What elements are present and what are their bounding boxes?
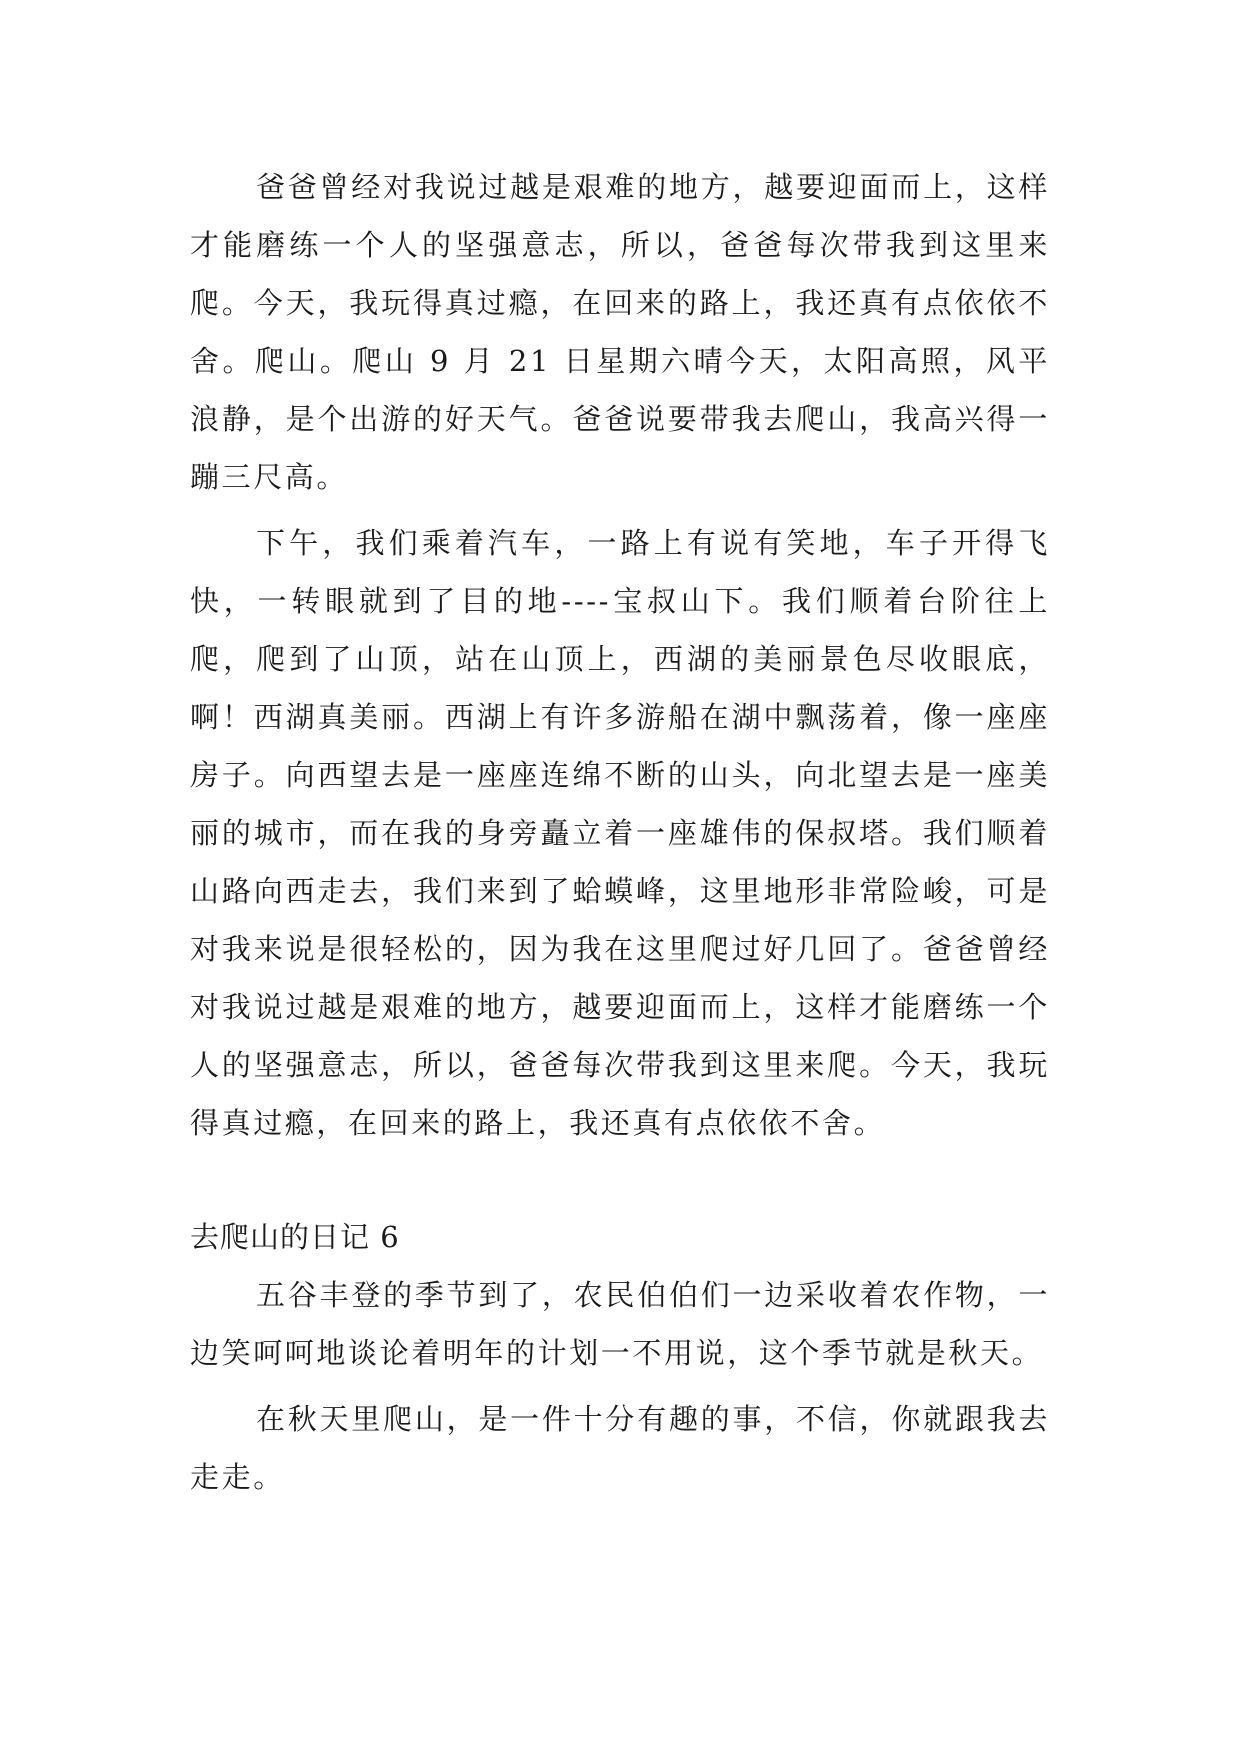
- body-paragraph: 在秋天里爬山，是一件十分有趣的事，不信，你就跟我去走走。: [190, 1402, 1050, 1494]
- body-paragraph: 爸爸曾经对我说过越是艰难的地方，越要迎面而上，这样才能磨练一个人的坚强意志，所以，爸爸每次带我到这里来爬。今天，我玩得真过瘾，在回来的路上，我还真有点依依不舍。爬山。爬山 9 月 21 日星期六晴今天，太阳高照，风平浪静，是个出游的好天气。爸爸说要带我去爬山，我高兴得一蹦三尺高。: [190, 170, 1050, 494]
- body-paragraph: 五谷丰登的季节到了，农民伯伯们一边采收着农作物，一边笑呵呵地谈论着明年的计划一不用说，这个季节就是秋天。: [190, 1278, 1050, 1370]
- body-paragraph: 下午，我们乘着汽车，一路上有说有笑地，车子开得飞快，一转眼就到了目的地----宝叔山下。我们顺着台阶往上爬，爬到了山顶，站在山顶上，西湖的美丽景色尽收眼底，啊！西湖真美丽。西湖上有许多游船在湖中飘荡着，像一座座房子。向西望去是一座座连绵不断的山头，向北望去是一座美丽的城市，而在我的身旁矗立着一座雄伟的保叔塔。我们顺着山路向西走去，我们来到了蛤蟆峰，这里地形非常险峻，可是对我来说是很轻松的，因为我在这里爬过好几回了。爸爸曾经对我说过越是艰难的地方，越要迎面而上，这样才能磨练一个人的坚强意志，所以，爸爸每次带我到这里来爬。今天，我玩得真过瘾，在回来的路上，我还真有点依依不舍。: [190, 526, 1050, 1140]
- section-title: 去爬山的日记 6: [190, 1220, 400, 1254]
- document-body: [190, 158, 1050, 1506]
